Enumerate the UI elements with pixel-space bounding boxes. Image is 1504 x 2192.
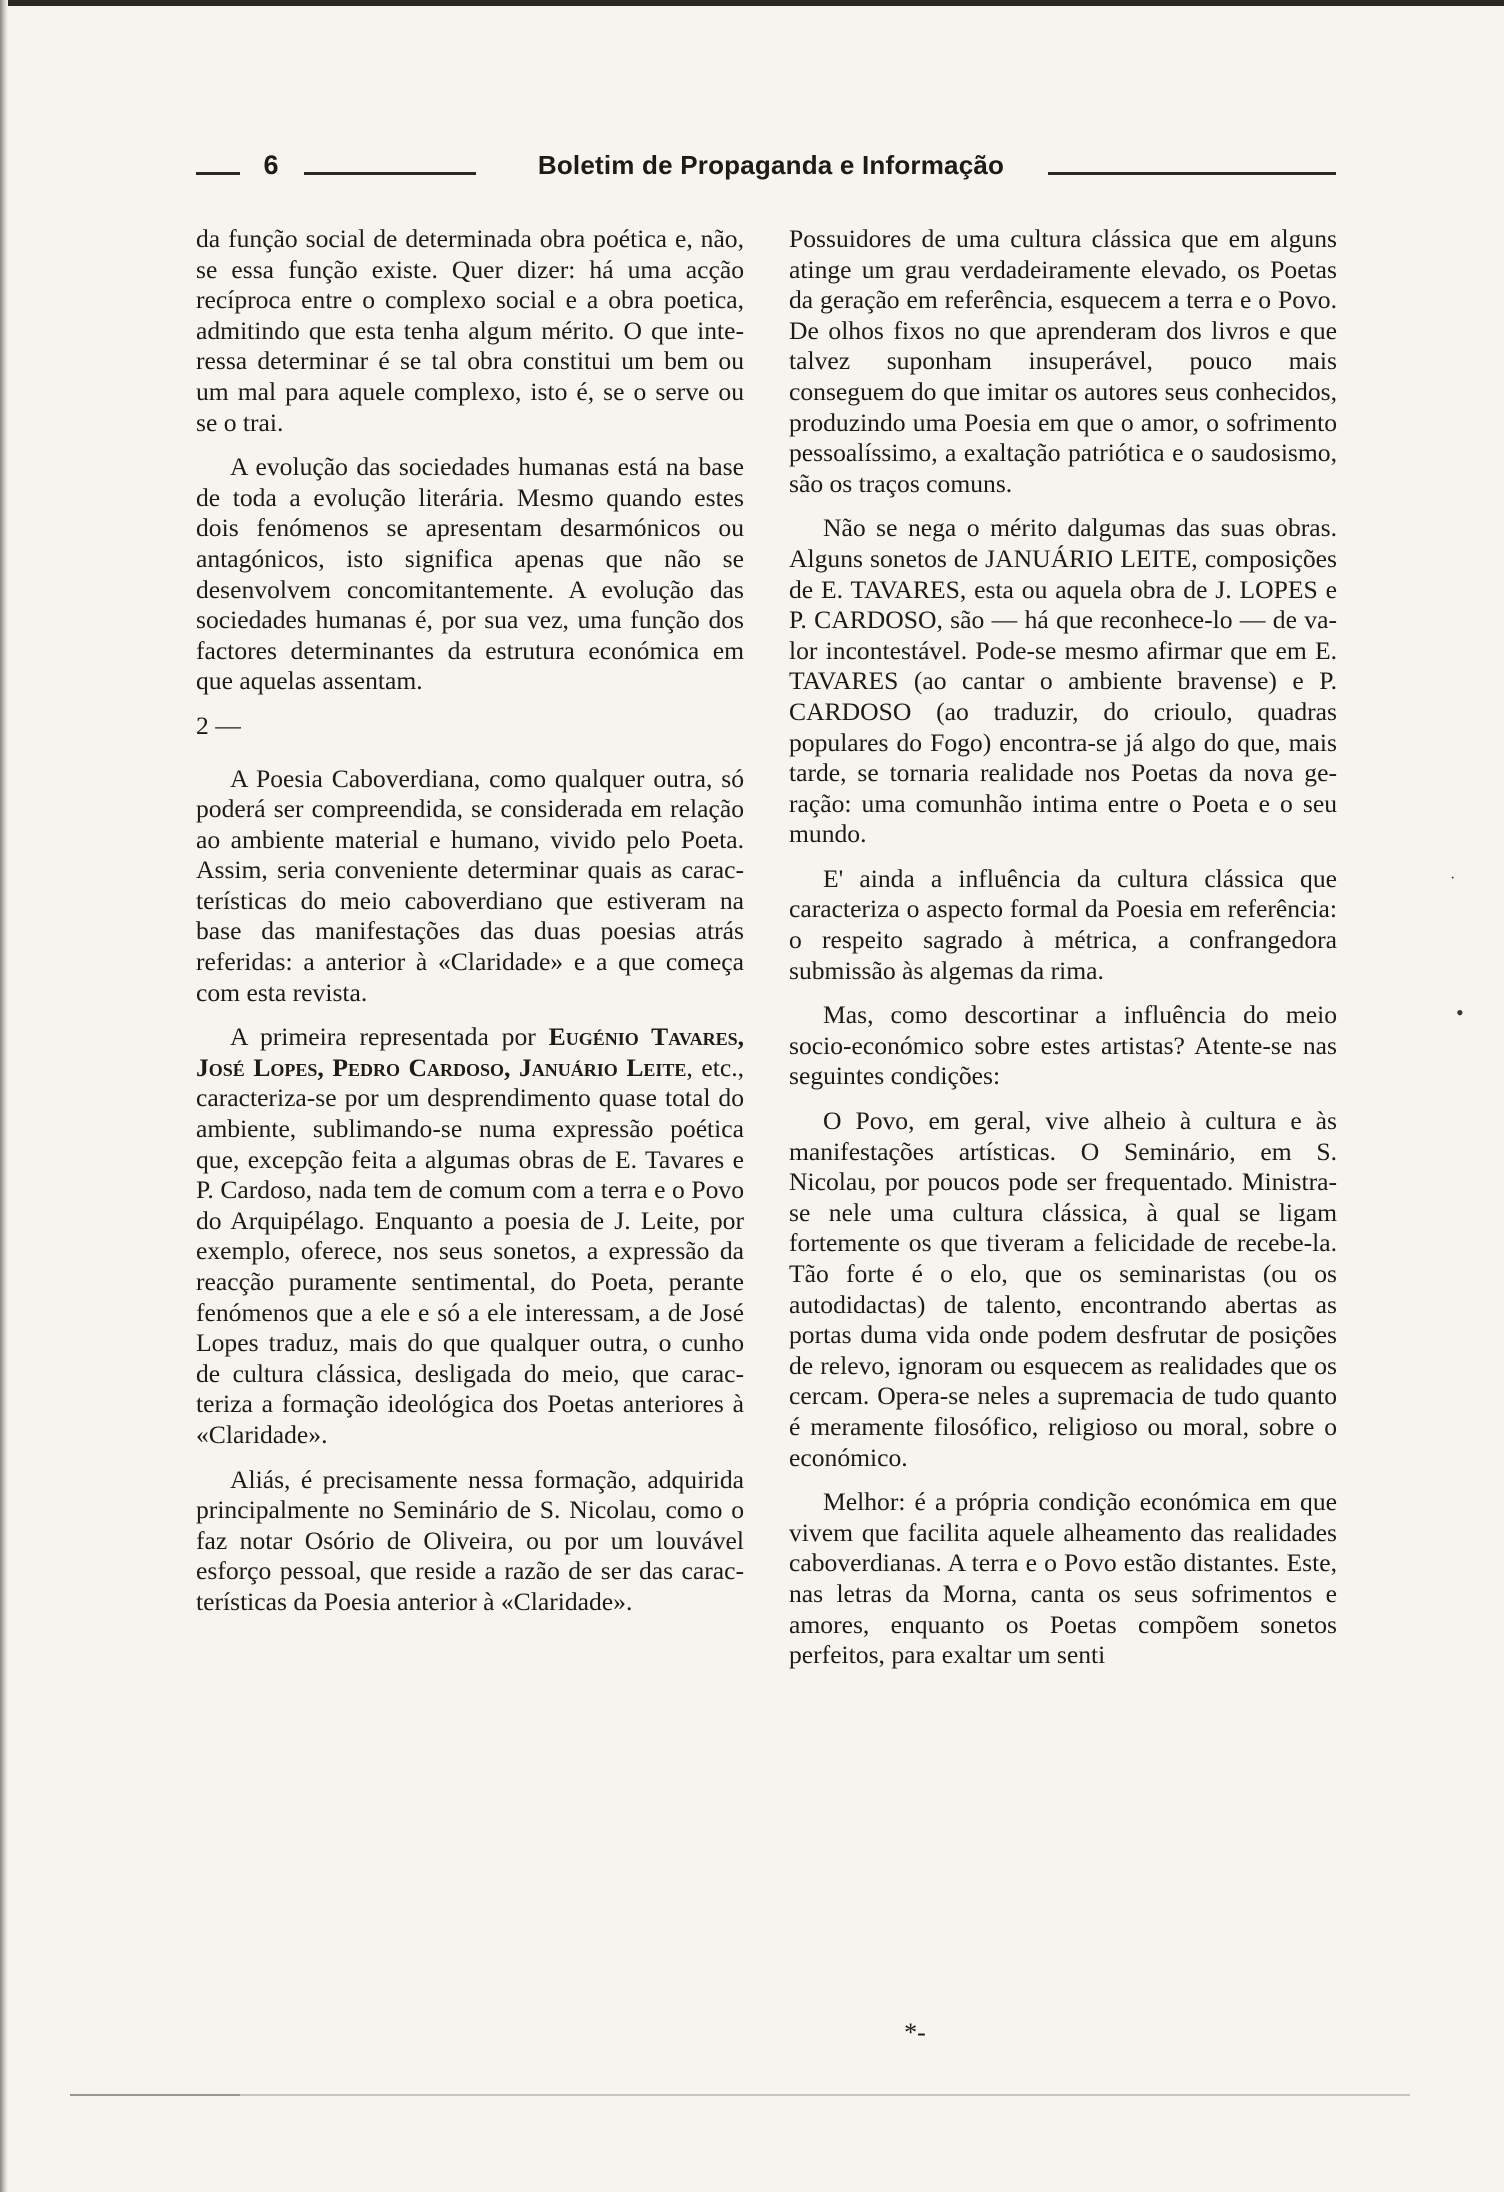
paragraph: A evolução das sociedades humanas está na base de toda a evolução literária. Mesmo quando estes dois fenómenos se apresentam desarmónicos ou antagónicos, isto significa apenas que não se desenvolvem concomitantemente. A evolução das sociedades humanas é, por sua vez, uma função dos factores determinantes da estrutura económica em que aquelas assentam. (196, 452, 744, 696)
paragraph: Possuidores de uma cultura clássica que em alguns atinge um grau verdadeiramente elevado, os Poetas da geração em referência, esquecem a terra e o Povo. De olhos fixos no que aprenderam dos livros e que talvez suponham insuperável, pouco mais conseguem do que imitar os autores seus conhecidos, produzindo uma Poesia em que o amor, o sofrimento pessoalíssimo, a exaltação patriótica e o saudosismo, são os traços comuns. (789, 224, 1337, 498)
scan-speck: · (1450, 870, 1456, 887)
header-rule-left (196, 172, 240, 175)
header-rule-right (1048, 172, 1336, 175)
bottom-rule-left (70, 2094, 240, 2096)
author-names: Eugénio Tavares, José Lopes, Pedro Cardoso, Januário Leite (196, 1022, 745, 1082)
section-marker: 2 — (196, 710, 241, 740)
paragraph: Não se nega o mérito dalgumas das suas obras. Alguns sonetos de JANUÁRIO LEITE, composições de E. TAVARES, esta ou aquela obra de J. LOPES e P. CARDOSO, são — há que reconhece-lo — de valor incontestável. Pode-se mesmo afirmar que em E. TAVARES (ao cantar o ambiente bravense) e P. CARDOSO (ao traduzir, do crioulo, quadras populares do Fogo) encontra-se já algo do que, mais tarde, se tornaria realidade nos Poetas da nova geração: uma comunhão intima entre o Poeta e o seu mundo. (789, 513, 1337, 849)
paragraph: O Povo, em geral, vive alheio à cultura e às manifestações artísticas. O Seminário, em S. Nicolau, por poucos pode ser frequentado. Ministra-se nele uma cultura clássica, à qual se ligam fortemente os que tiveram a felicidade de recebe-la. Tão forte é o elo, que os seminaristas (ou os autodidactas) de talento, encontrando abertas as portas duma vida onde podem desfrutar de posições de relevo, ignoram ou esquecem as realidades que os cercam. Opera-se neles a supremacia de tudo quanto é meramente filosófico, religioso ou moral, sobre o económico. (789, 1106, 1337, 1472)
bottom-rule-right (240, 2094, 1410, 2096)
header-rule-middle (304, 172, 476, 175)
paragraph (196, 1022, 744, 1450)
paragraph: E' ainda a influência da cultura clássica que caracteriza o aspecto formal da Poesia em referência: o respeito sagrado à métrica, a confrangedora submissão às algemas da rima. (789, 863, 1337, 985)
running-header (196, 150, 1336, 190)
right-column (789, 224, 1337, 1685)
paragraph-text: , etc., caracteriza-se por um desprendimento quase total do ambiente, sublimando-se numa expressão poética que, excepção feita a algumas obras de E. Tavares e P. Cardoso, nada tem de comum com a terra e o Povo do Arquipélago. Enquanto a poesia de J. Leite, por exemplo, oferece, nos seus sonetos, a expressão da reacção puramente sentimental, do Poeta, perante fenómenos que a ele e só a ele interessam, a de José Lopes traduz, mais do que qualquer outra, o cunho de cultura clássica, desligada do meio, que caracteriza a formação ideológica dos Poetas anteriores à «Claridade». (196, 1052, 744, 1449)
scan-edge-top (0, 0, 1504, 6)
scan-speck: • (1456, 1000, 1464, 1025)
paragraph: da função social de determinada obra poética e, não, se essa função existe. Quer dizer: há uma acção recíproca entre o complexo social e a obra poetica, admitindo que esta tenha algum mérito. O que interessa determinar é se tal obra constitui um bem ou um mal para aquele complexo, isto é, se o serve ou se o trai. (196, 224, 744, 437)
page-number: 6 (263, 150, 279, 180)
paragraph: A Poesia Caboverdiana, como qualquer outra, só poderá ser compreendida, se considerada em relação ao ambiente material e humano, vivido pelo Poeta. Assim, seria conveniente determinar quais as características do meio caboverdiano que estiveram na base das manifestações das duas poesias atrás referidas: a anterior à «Claridade» e a que começa com esta revista. (196, 763, 744, 1007)
paragraph-text: A primeira representada por (230, 1022, 549, 1052)
running-title: Boletim de Propaganda e Informação (537, 150, 1005, 180)
paragraph: Aliás, é precisamente nessa formação, adquirida principalmente no Seminário de S. Nicolau, como o faz notar Osório de Oliveira, ou por um louvável esforço pessoal, que reside a razão de ser das características da Poesia anterior à «Claridade». (196, 1464, 744, 1616)
paragraph: Melhor: é a própria condição económica em que vivem que facilita aquele alheamento das realidades caboverdianas. A terra e o Povo estão distantes. Este, nas letras da Morna, canta os seus sofrimentos e amores, enquanto os Poetas compõem sonetos perfeitos, para exaltar um senti (789, 1487, 1337, 1670)
scan-edge-left (0, 0, 8, 2192)
end-ornament: *- (904, 2018, 926, 2047)
left-column (196, 224, 744, 1632)
paragraph: Mas, como descortinar a influência do meio socio-económico sobre estes artistas? Atente-se nas seguintes condições: (789, 1000, 1337, 1091)
